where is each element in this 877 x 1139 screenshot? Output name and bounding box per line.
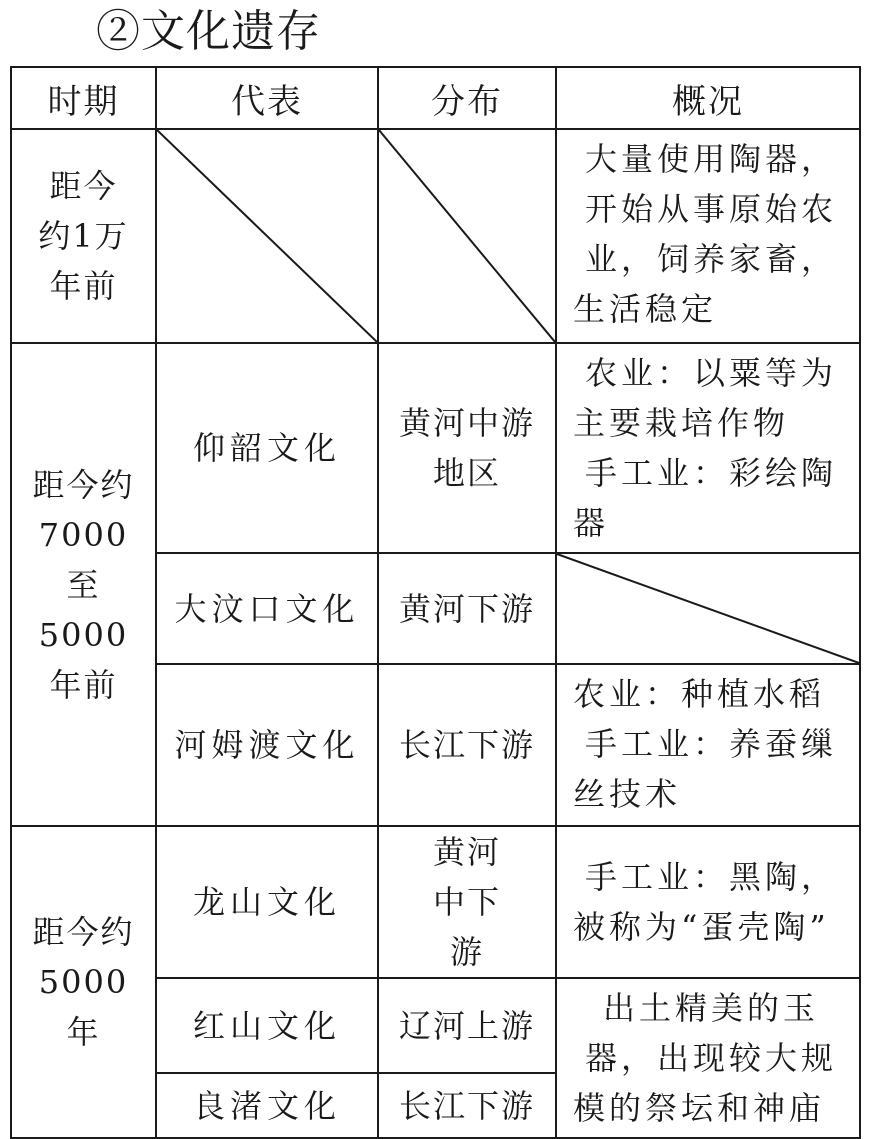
distribution-text: 黄河中下游 <box>432 833 501 971</box>
period-cell <box>11 826 156 1138</box>
summary-line: 农业：以粟等为主要栽培作物 <box>573 354 837 442</box>
distribution-cell: 长江下游 <box>378 1073 556 1138</box>
summary-cell: 出土精美的玉器，出现较大规模的祭坛和神庙 <box>556 978 860 1138</box>
distribution-cell: 辽河上游 <box>378 978 556 1073</box>
empty-representative-cell <box>156 129 378 343</box>
representative-cell: 河姆渡文化 <box>156 664 378 826</box>
period-text: 距今约5000年 <box>32 913 135 1051</box>
table-row <box>11 129 860 343</box>
representative-cell: 大汶口文化 <box>156 553 378 664</box>
distribution-cell: 长江下游 <box>378 664 556 826</box>
summary-cell <box>556 664 860 826</box>
table-row <box>11 343 860 553</box>
period-cell <box>11 343 156 826</box>
distribution-text: 黄河中游地区 <box>398 404 535 492</box>
summary-cell: 大量使用陶器，开始从事原始农业，饲养家畜，生活稳定 <box>556 129 860 343</box>
culture-relics-table <box>10 66 861 1139</box>
representative-cell: 龙山文化 <box>156 826 378 978</box>
section-title: ②文化遗存 <box>96 6 321 57</box>
empty-summary-cell <box>556 553 860 664</box>
diagonal-line <box>557 554 859 663</box>
header-summary: 概况 <box>556 67 860 129</box>
summary-cell: 手工业：黑陶，被称为“蛋壳陶” <box>556 826 860 978</box>
distribution-cell: 黄河下游 <box>378 553 556 664</box>
header-period: 时期 <box>11 67 156 129</box>
distribution-cell <box>378 343 556 553</box>
representative-cell: 红山文化 <box>156 978 378 1073</box>
period-cell <box>11 129 156 343</box>
header-distribution: 分布 <box>378 67 556 129</box>
summary-cell <box>556 343 860 553</box>
summary-line: 农业：种植水稻 <box>573 675 826 713</box>
representative-cell: 仰韶文化 <box>156 343 378 553</box>
distribution-cell <box>378 826 556 978</box>
period-text: 距今约7000至5000年前 <box>32 465 135 704</box>
period-text: 距今约1万年前 <box>38 167 129 305</box>
table-row <box>11 826 860 978</box>
representative-cell: 良渚文化 <box>156 1073 378 1138</box>
table-header-row <box>11 67 860 129</box>
diagonal-line <box>157 130 377 342</box>
header-representative: 代表 <box>156 67 378 129</box>
summary-line: 手工业：养蚕缫丝技术 <box>573 725 837 813</box>
summary-line: 手工业：彩绘陶器 <box>573 454 837 542</box>
diagonal-line <box>379 130 555 342</box>
empty-distribution-cell <box>378 129 556 343</box>
